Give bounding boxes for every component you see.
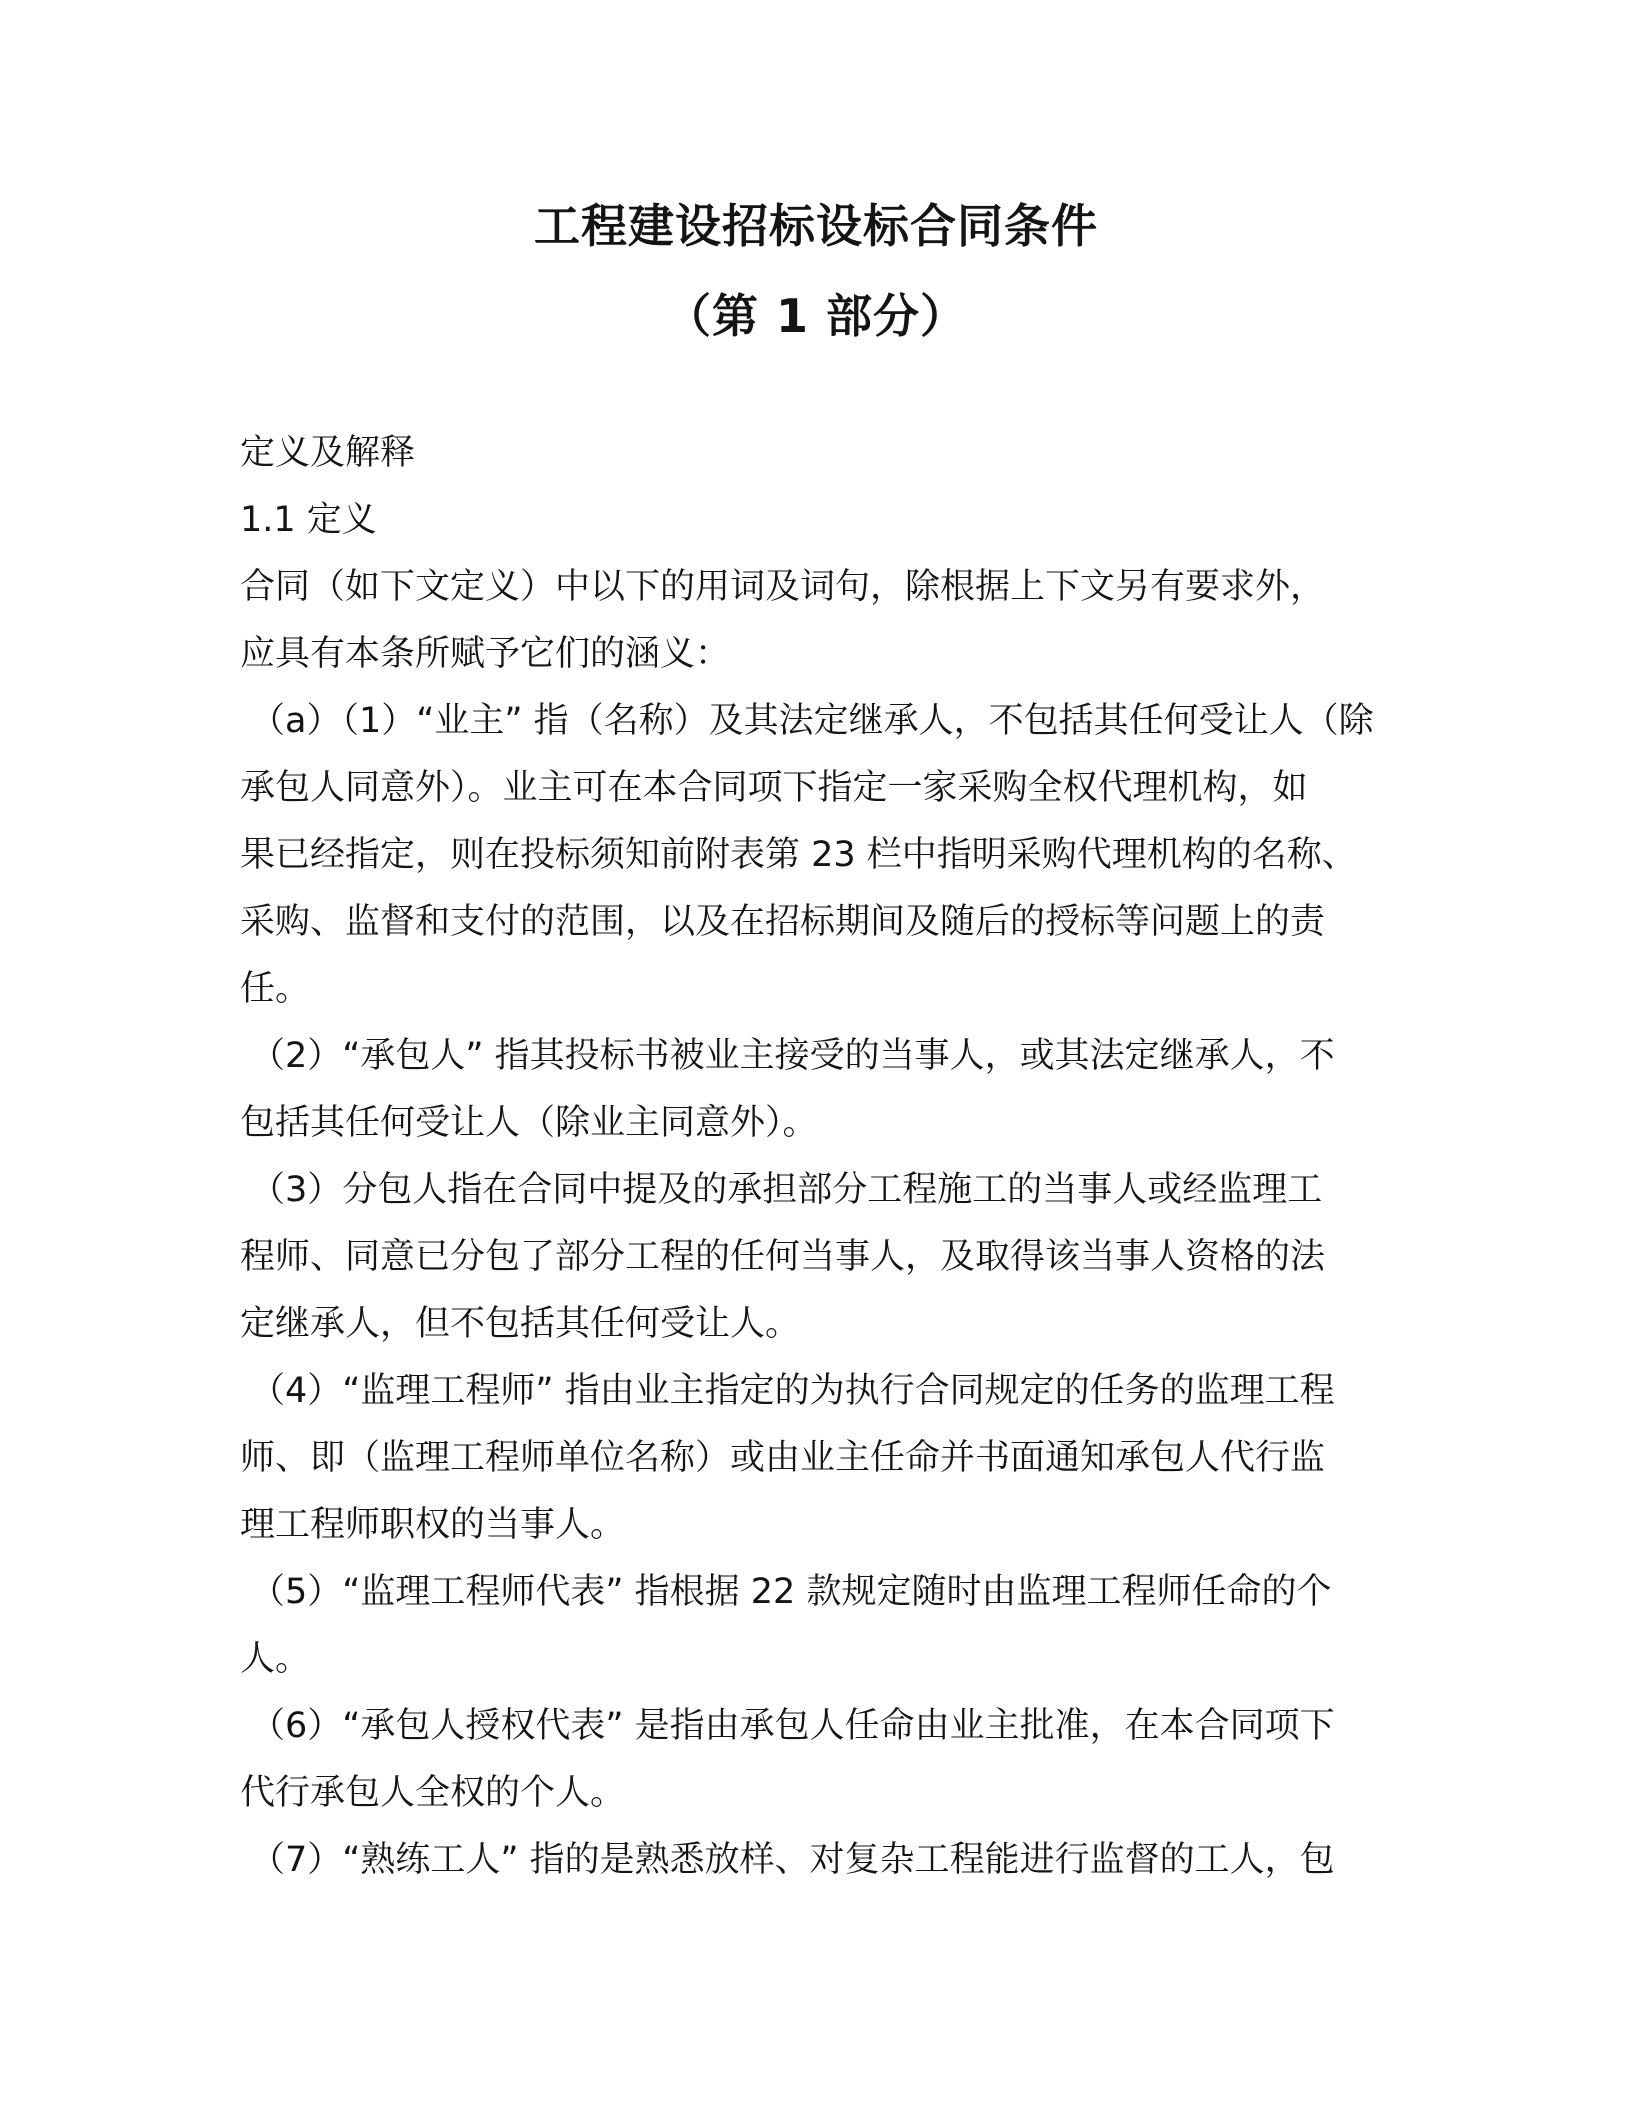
clause-heading: 1.1 定义 — [240, 500, 377, 540]
text-line: （3）分包人指在合同中提及的承担部分工程施工的当事人或经监理工 — [250, 1170, 1323, 1210]
document-body — [240, 420, 1400, 1894]
document-title: 工程建设招标设标合同条件 — [534, 199, 1098, 253]
text-line: 包括其任何受让人（除业主同意外）。 — [240, 1103, 818, 1143]
text-line: 果已经指定，则在投标须知前附表第 23 栏中指明采购代理机构的名称、 — [240, 835, 1357, 875]
text-line: （a）（1）“业主” 指（名称）及其法定继承人，不包括其任何受让人（除 — [250, 701, 1374, 741]
text-line: 应具有本条所赋予它们的涵义： — [240, 634, 731, 674]
text-line: 合同（如下文定义）中以下的用词及词句，除根据上下文另有要求外， — [240, 567, 1326, 607]
text-line: 定继承人，但不包括其任何受让人。 — [240, 1304, 801, 1344]
text-line: 程师、同意已分包了部分工程的任何当事人，及取得该当事人资格的法 — [240, 1237, 1326, 1277]
text-line: 采购、监督和支付的范围，以及在招标期间及随后的授标等问题上的责 — [240, 902, 1326, 942]
text-line: 人。 — [240, 1639, 311, 1679]
text-line: （7）“熟练工人” 指的是熟悉放样、对复杂工程能进行监督的工人，包 — [250, 1840, 1335, 1880]
text-line: （6）“承包人授权代表” 是指由承包人任命由业主批准，在本合同项下 — [250, 1706, 1335, 1746]
section-heading: 定义及解释 — [240, 433, 416, 473]
text-line: 理工程师职权的当事人。 — [240, 1505, 626, 1545]
text-line: 承包人同意外）。业主可在本合同项下指定一家采购全权代理机构，如 — [240, 768, 1308, 808]
text-line: 师、即（监理工程师单位名称）或由业主任命并书面通知承包人代行监 — [240, 1438, 1326, 1478]
text-line: 任。 — [240, 969, 311, 1009]
text-line: （2）“承包人” 指其投标书被业主接受的当事人，或其法定继承人，不 — [250, 1036, 1335, 1076]
text-line: 代行承包人全权的个人。 — [240, 1773, 626, 1813]
text-line: （5）“监理工程师代表” 指根据 22 款规定随时由监理工程师任命的个 — [250, 1572, 1332, 1612]
document-subtitle: （第 1 部分） — [664, 289, 968, 343]
text-line: （4）“监理工程师” 指由业主指定的为执行合同规定的任务的监理工程 — [250, 1371, 1335, 1411]
